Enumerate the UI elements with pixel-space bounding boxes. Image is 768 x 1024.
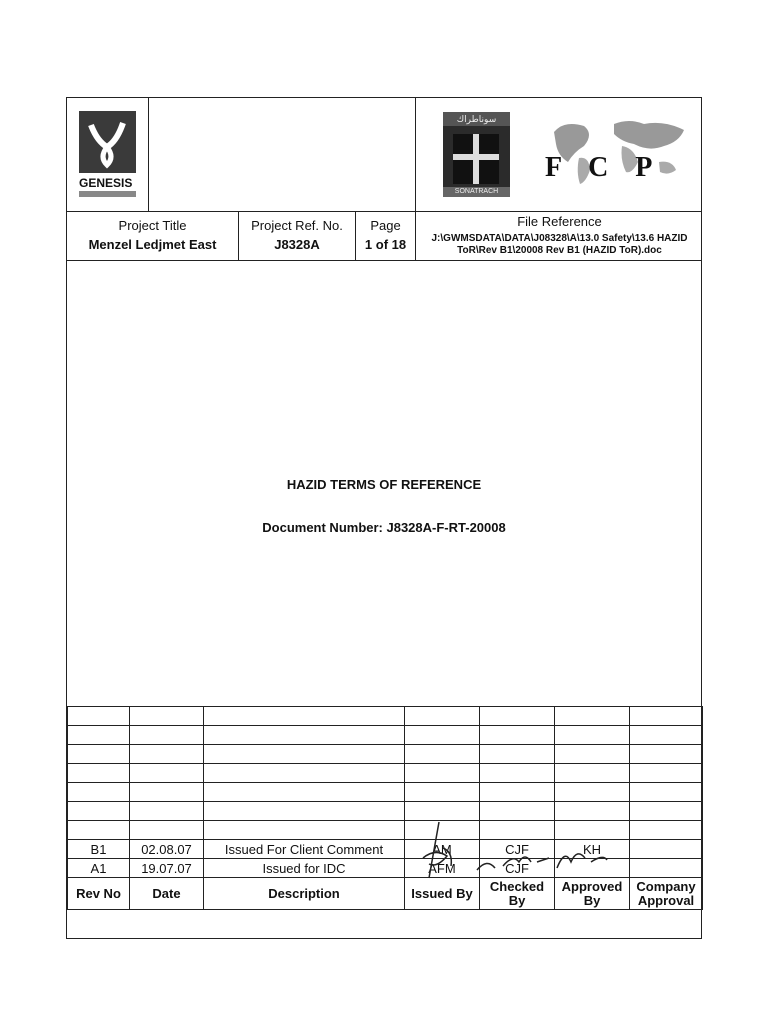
client-logos-cell <box>416 98 703 211</box>
file-ref-label: File Reference <box>517 214 602 229</box>
page-value: 1 of 18 <box>364 237 407 252</box>
table-row-empty <box>68 726 703 745</box>
header-approved-by: Approved By <box>555 878 630 910</box>
date-cell: 19.07.07 <box>130 859 204 878</box>
rev-no-cell: B1 <box>68 840 130 859</box>
file-ref-cell <box>416 211 703 260</box>
title-area <box>67 260 701 707</box>
header-company-approval: Company Approval <box>630 878 703 910</box>
blank-logo-cell <box>148 98 416 211</box>
table-row-empty <box>68 707 703 726</box>
table-row-empty <box>68 745 703 764</box>
project-info-row <box>67 211 701 261</box>
rev-no-cell: A1 <box>68 859 130 878</box>
checked-by-cell: CJF <box>480 859 555 878</box>
approved-by-cell: KH <box>555 840 630 859</box>
project-ref-value: J8328A <box>274 237 320 252</box>
genesis-logo <box>79 111 136 173</box>
document-number: Document Number: J8328A-F-RT-20008 <box>262 520 506 535</box>
project-ref-cell <box>239 211 356 260</box>
fcp-logo-text: F C P <box>545 152 663 183</box>
description-cell: Issued For Client Comment <box>204 840 405 859</box>
table-row-empty <box>68 783 703 802</box>
issued-by-cell: AFM <box>405 859 480 878</box>
table-row-empty <box>68 764 703 783</box>
sonatrach-logo <box>443 112 510 197</box>
sonatrach-arabic-label: سوناطراك <box>443 112 510 126</box>
checked-by-cell: CJF <box>480 840 555 859</box>
genesis-label: GENESIS <box>79 176 133 190</box>
header-checked-by: Checked By <box>480 878 555 910</box>
project-title-value: Menzel Ledjmet East <box>88 237 217 252</box>
project-ref-label: Project Ref. No. <box>251 218 343 233</box>
page-cell <box>356 211 416 260</box>
date-cell: 02.08.07 <box>130 840 204 859</box>
page-label: Page <box>370 218 401 233</box>
genesis-logo-cell <box>67 98 149 211</box>
signatures <box>407 818 647 888</box>
genesis-bar <box>79 191 136 197</box>
project-title-cell <box>67 211 239 260</box>
logo-row <box>67 98 701 212</box>
project-title-label: Project Title <box>118 218 187 233</box>
sonatrach-label: SONATRACH <box>443 187 510 197</box>
document-sheet <box>66 97 702 939</box>
header-issued-by: Issued By <box>405 878 480 910</box>
description-cell: Issued for IDC <box>204 859 405 878</box>
header-rev-no: Rev No <box>68 878 130 910</box>
file-ref-value: J:\GWMSDATA\DATA\J08328\A\13.0 Safety\13.6 HAZID ToR\Rev B1\20008 Rev B1 (HAZID ToR).doc <box>431 233 688 256</box>
document-title: HAZID TERMS OF REFERENCE <box>286 477 482 492</box>
header-description: Description <box>204 878 405 910</box>
issued-by-cell: AM <box>405 840 480 859</box>
header-date: Date <box>130 878 204 910</box>
